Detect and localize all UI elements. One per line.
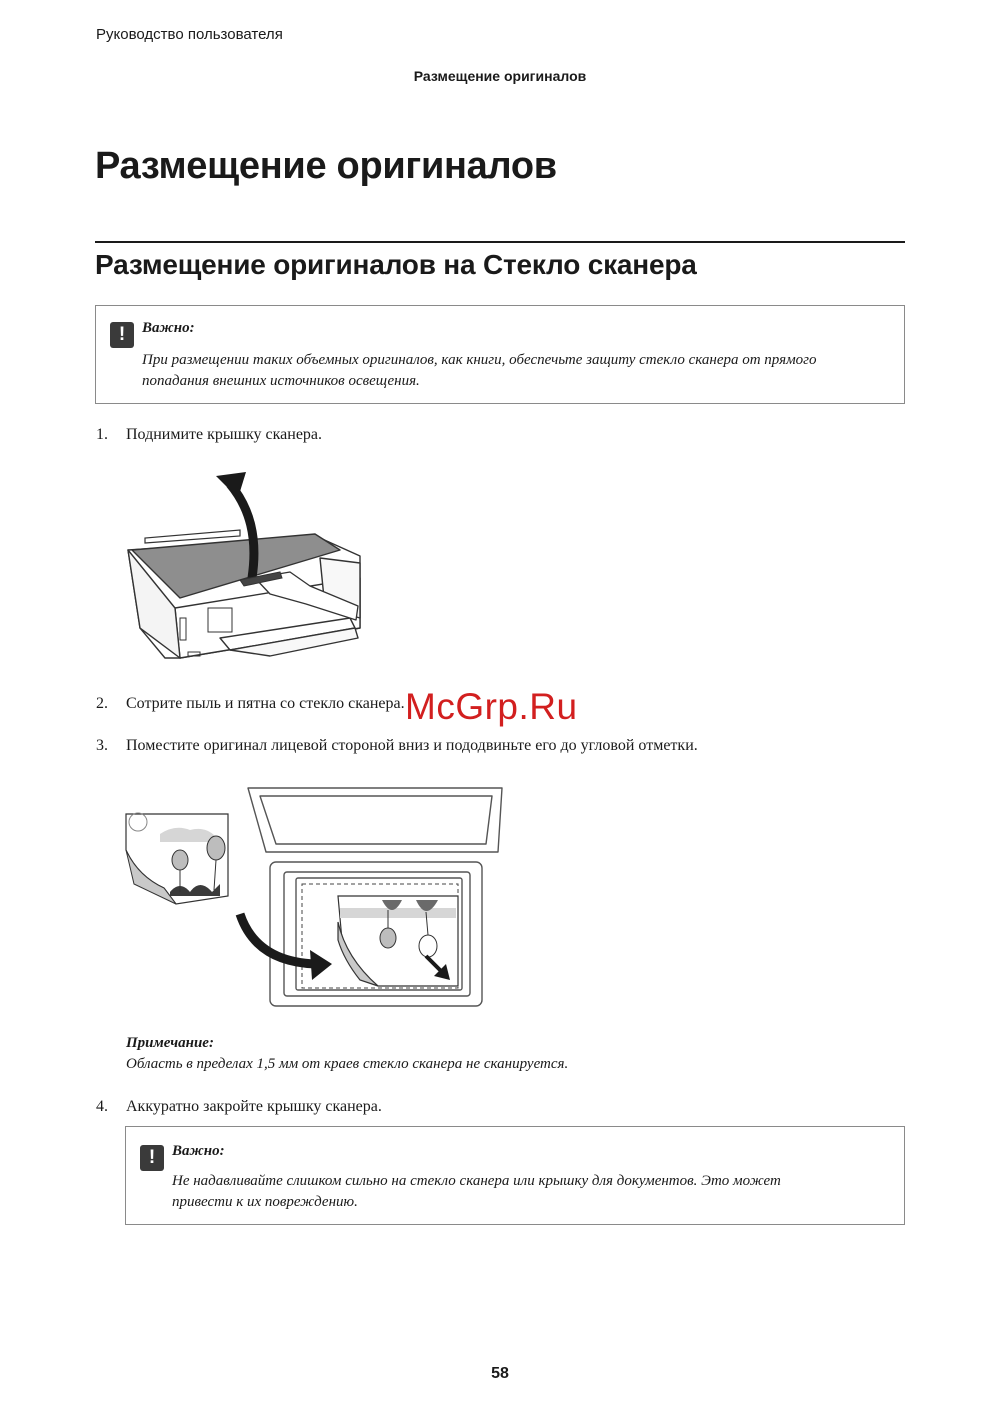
step-1-text: Поднимите крышку сканера.	[126, 426, 323, 443]
important-text-line-1: Не надавливайте слишком сильно на стекло сканера или крышку для документов. Это может	[172, 1173, 781, 1189]
section-heading: Размещение оригиналов на Стекло сканера	[95, 249, 697, 280]
step-4-text: Аккуратно закройте крышку сканера.	[126, 1098, 382, 1115]
chapter-title: Размещение оригиналов	[95, 145, 557, 187]
heading-rule	[95, 241, 905, 243]
step-3-text: Поместите оригинал лицевой стороной вниз и пододвиньте его до угловой отметки.	[126, 737, 698, 754]
exclamation-icon: !	[140, 1145, 164, 1171]
step-1-number: 1.	[96, 426, 108, 443]
important-text-line-2: привести к их повреждению.	[172, 1194, 358, 1210]
running-section-title: Размещение оригиналов	[413, 68, 587, 84]
important-label: Важно:	[172, 1143, 225, 1159]
important-box-1	[95, 305, 905, 404]
step-3-number: 3.	[96, 737, 108, 754]
page-number: 58	[491, 1365, 509, 1382]
watermark: McGrp.Ru	[405, 686, 578, 727]
note-text: Область в пределах 1,5 мм от краев стекло сканера не сканируется.	[126, 1056, 569, 1072]
note-label: Примечание:	[126, 1035, 214, 1051]
step-4-number: 4.	[96, 1098, 108, 1115]
running-header: Руководство пользователя	[96, 26, 283, 43]
important-text-line-2: попадания внешних источников освещения.	[142, 373, 420, 389]
important-label: Важно:	[142, 320, 195, 336]
exclamation-icon: !	[110, 322, 134, 348]
step-2-text: Сотрите пыль и пятна со стекло сканера.	[126, 695, 405, 712]
place-original-illustration	[120, 780, 510, 1010]
important-text-line-1: При размещении таких объемных оригиналов, как книги, обеспечьте защиту стекло сканера от прямого	[142, 352, 817, 368]
step-2-number: 2.	[96, 695, 108, 712]
lift-lid-illustration	[120, 468, 370, 668]
important-box-2	[125, 1126, 905, 1225]
